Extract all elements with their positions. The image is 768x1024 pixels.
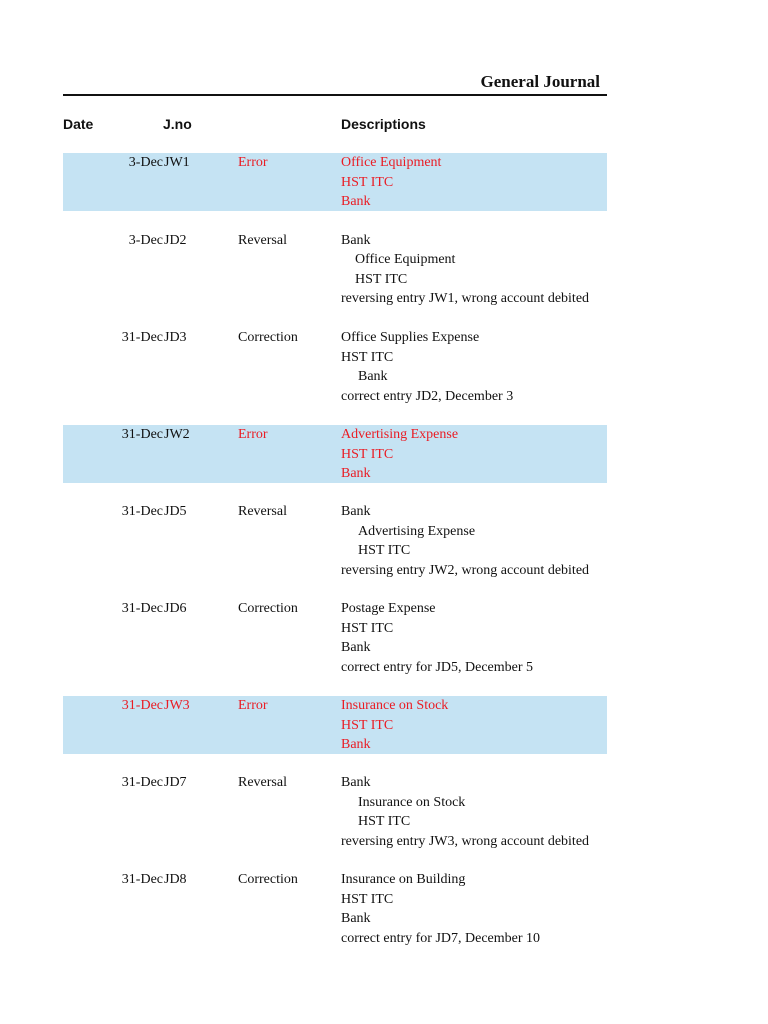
- entry-description: reversing entry JW3, wrong account debited: [341, 833, 590, 849]
- entry-date: 31-Dec: [121, 775, 163, 790]
- entry-line: [63, 773, 607, 793]
- entry-line: [63, 173, 607, 193]
- entry-type: Error: [238, 155, 268, 170]
- entry-type: Correction: [238, 601, 298, 616]
- entry-description: Insurance on Building: [341, 872, 466, 887]
- entry-description: reversing entry JW1, wrong account debited: [341, 291, 590, 306]
- entry-jno: JD5: [164, 504, 187, 519]
- entry-line: [63, 638, 607, 658]
- entry-line: [63, 599, 607, 619]
- entry-line: [63, 619, 607, 639]
- entry-line: [63, 153, 607, 173]
- entry-line: [63, 832, 607, 852]
- entry-description: Advertising Expense: [358, 523, 476, 539]
- entry-jno: JD3: [164, 330, 187, 345]
- entry-description: HST ITC: [358, 814, 411, 829]
- entry-description: Insurance on Stock: [358, 794, 466, 810]
- entry-description: Office Equipment: [341, 155, 442, 170]
- entry-type: Reversal: [238, 232, 287, 248]
- entry-type: Error: [238, 698, 268, 713]
- entry-description: Bank: [341, 504, 371, 519]
- entry-description: correct entry for JD5, December 5: [341, 659, 534, 675]
- entry-line: [63, 348, 607, 368]
- entry-type: Reversal: [238, 504, 287, 519]
- entry-description: Bank: [341, 775, 371, 790]
- entry-description: Insurance on Stock: [341, 698, 449, 713]
- entry-line: [63, 502, 607, 522]
- entry-description: Advertising Expense: [341, 427, 459, 442]
- error-entry: [63, 425, 607, 483]
- entry-line: [63, 870, 607, 890]
- entry-line: [63, 812, 607, 832]
- entry-jno: JW3: [164, 698, 190, 713]
- entry-description: Bank: [341, 466, 371, 481]
- entry-line: [63, 793, 607, 813]
- entry-description: HST ITC: [341, 717, 394, 733]
- entry-description: Office Supplies Expense: [341, 330, 480, 345]
- entry-description: HST ITC: [341, 620, 394, 636]
- entry-description: Bank: [341, 737, 371, 752]
- entry-line: [63, 522, 607, 542]
- entry-type: Correction: [238, 872, 298, 887]
- column-header-date: Date: [63, 116, 94, 132]
- journal-entry: [63, 773, 607, 851]
- entry-line: [63, 541, 607, 561]
- entry-line: [63, 328, 607, 348]
- entry-line: [63, 231, 607, 251]
- entry-jno: JW1: [164, 155, 190, 170]
- entry-description: HST ITC: [341, 446, 394, 462]
- entry-line: [63, 270, 607, 290]
- journal-entry: [63, 328, 607, 406]
- entry-line: [63, 387, 607, 407]
- entry-date: 3-Dec: [128, 155, 163, 170]
- entry-line: [63, 367, 607, 387]
- entry-type: Correction: [238, 330, 298, 345]
- entry-line: [63, 464, 607, 484]
- entry-type: Reversal: [238, 775, 287, 790]
- entry-jno: JD6: [164, 601, 187, 616]
- entry-description: Office Equipment: [355, 252, 456, 267]
- entry-jno: JD2: [164, 232, 187, 248]
- entry-description: Bank: [358, 369, 388, 384]
- journal-entry: [63, 502, 607, 580]
- entry-line: [63, 909, 607, 929]
- entry-description: Bank: [341, 911, 371, 926]
- entry-line: [63, 658, 607, 678]
- entry-description: correct entry JD2, December 3: [341, 388, 514, 404]
- entry-description: HST ITC: [341, 349, 394, 365]
- entry-description: reversing entry JW2, wrong account debited: [341, 562, 590, 578]
- entry-description: HST ITC: [358, 543, 411, 558]
- entry-date: 31-Dec: [121, 330, 163, 345]
- entry-description: HST ITC: [341, 891, 394, 907]
- entry-description: Postage Expense: [341, 601, 436, 616]
- entry-date: 31-Dec: [121, 601, 163, 616]
- entry-date: 31-Dec: [121, 698, 163, 713]
- entry-line: [63, 561, 607, 581]
- entry-date: 31-Dec: [121, 427, 163, 442]
- entry-description: Bank: [341, 640, 371, 655]
- entry-date: 3-Dec: [128, 232, 163, 248]
- entry-description: Bank: [341, 194, 371, 209]
- entry-date: 31-Dec: [121, 872, 163, 887]
- entry-description: Bank: [341, 232, 371, 248]
- entry-type: Error: [238, 427, 268, 442]
- error-entry: [63, 153, 607, 211]
- entry-line: [63, 929, 607, 949]
- journal-entry: [63, 231, 607, 309]
- entry-description: correct entry for JD7, December 10: [341, 930, 541, 946]
- column-header-jno: J.no: [163, 116, 192, 132]
- entry-description: HST ITC: [341, 174, 394, 190]
- entry-description: HST ITC: [355, 271, 408, 287]
- journal-entry: [63, 599, 607, 677]
- entry-line: [63, 716, 607, 736]
- entry-line: [63, 425, 607, 445]
- entry-line: [63, 696, 607, 716]
- entry-line: [63, 735, 607, 755]
- entry-line: [63, 890, 607, 910]
- column-header-descriptions: Descriptions: [341, 116, 426, 132]
- entry-jno: JW2: [164, 427, 190, 442]
- entry-line: [63, 192, 607, 212]
- entry-jno: JD8: [164, 872, 187, 887]
- title-underline: [63, 94, 607, 96]
- entry-line: [63, 289, 607, 309]
- entry-line: [63, 250, 607, 270]
- entry-line: [63, 445, 607, 465]
- page-title: General Journal: [480, 72, 600, 91]
- journal-entry: [63, 870, 607, 948]
- error-entry: [63, 696, 607, 754]
- entry-jno: JD7: [164, 775, 187, 790]
- entry-date: 31-Dec: [121, 504, 163, 519]
